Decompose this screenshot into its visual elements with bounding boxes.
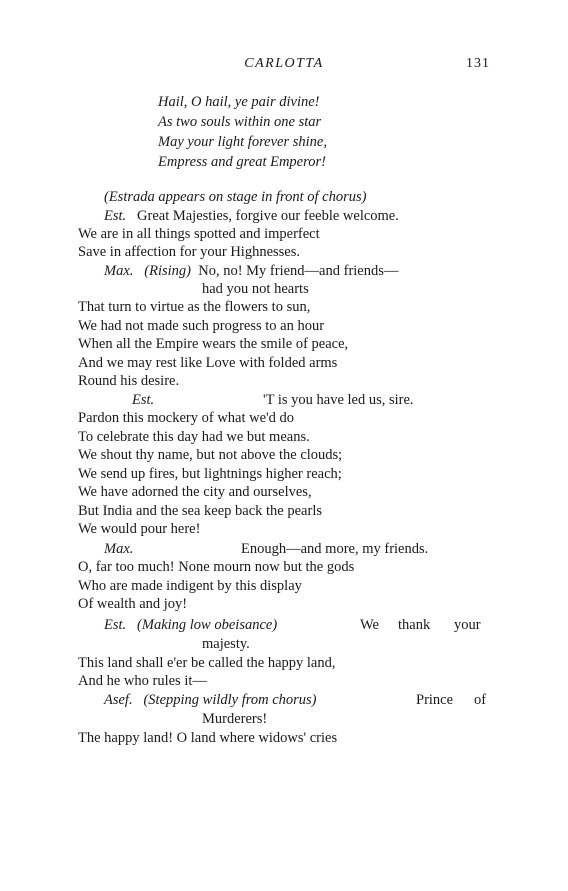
verse-line: Of wealth and joy!: [78, 596, 188, 612]
speaker-name: Max.: [104, 541, 134, 557]
verse-line: We are in all things spotted and imperfect: [78, 226, 320, 242]
speech-text: thank: [398, 617, 431, 633]
verse-line: We would pour here!: [78, 521, 201, 537]
verse-line: We shout thy name, but not above the clouds;: [78, 447, 343, 463]
speech-text: Enough—and more, my friends.: [241, 541, 429, 557]
verse-line: We have adorned the city and ourselves,: [78, 484, 312, 500]
verse-line: We send up fires, but lightnings higher reach;: [78, 466, 342, 482]
verse-line: Who are made indigent by this display: [78, 578, 302, 594]
speaker-name: Est.: [104, 617, 127, 633]
speaker-name: Max.: [104, 263, 134, 279]
verse-line: Save in affection for your Highnesses.: [78, 244, 301, 260]
speech-first-line: [104, 692, 317, 709]
speaker-name: Est.: [132, 392, 155, 408]
speech-first-line: [104, 208, 399, 225]
page-number: 131: [466, 56, 490, 71]
verse-continuation: had you not hearts: [202, 281, 309, 297]
verse-line: And we may rest like Love with folded arms: [78, 355, 338, 371]
verse-line: We had not made such progress to an hour: [78, 318, 325, 334]
verse-line: When all the Empire wears the smile of peace,: [78, 336, 349, 352]
verse-line: O, far too much! None mourn now but the gods: [78, 559, 355, 575]
stage-direction: (Rising): [144, 263, 191, 279]
speech-first-line: [104, 617, 277, 634]
song-line: As two souls within one star: [158, 114, 322, 130]
speech-text: of: [474, 692, 487, 708]
verse-line: Round his desire.: [78, 373, 180, 389]
verse-continuation: majesty.: [202, 636, 250, 652]
verse-line: That turn to virtue as the flowers to sun,: [78, 299, 311, 315]
song-line: May your light forever shine,: [158, 134, 327, 150]
verse-line: To celebrate this day had we but means.: [78, 429, 310, 445]
speech-text: No, no! My friend—and friends—: [198, 263, 399, 279]
verse-line: And he who rules it—: [78, 673, 207, 689]
speaker-name: Asef.: [104, 692, 133, 708]
verse-continuation: Murderers!: [202, 711, 268, 727]
verse-line: Pardon this mockery of what we'd do: [78, 410, 295, 426]
verse-line: The happy land! O land where widows' cries: [78, 730, 338, 746]
stage-direction: (Estrada appears on stage in front of chorus): [104, 189, 367, 205]
speaker-name: Est.: [104, 208, 127, 224]
speech-text: your: [454, 617, 481, 633]
song-line: Empress and great Emperor!: [158, 154, 326, 170]
stage-direction: (Stepping wildly from chorus): [143, 692, 317, 708]
speech-text: 'T is you have led us, sire.: [263, 392, 414, 408]
verse-line: This land shall e'er be called the happy land,: [78, 655, 336, 671]
speech-text: Great Majesties, forgive our feeble welcome.: [137, 208, 399, 224]
stage-direction: (Making low obeisance): [137, 617, 278, 633]
speech-text: We: [360, 617, 379, 633]
speech-text: Prince: [416, 692, 454, 708]
speech-first-line: [104, 263, 398, 280]
song-line: Hail, O hail, ye pair divine!: [158, 94, 320, 110]
verse-line: But India and the sea keep back the pearls: [78, 503, 322, 519]
running-header-title: CARLOTTA: [244, 56, 324, 71]
